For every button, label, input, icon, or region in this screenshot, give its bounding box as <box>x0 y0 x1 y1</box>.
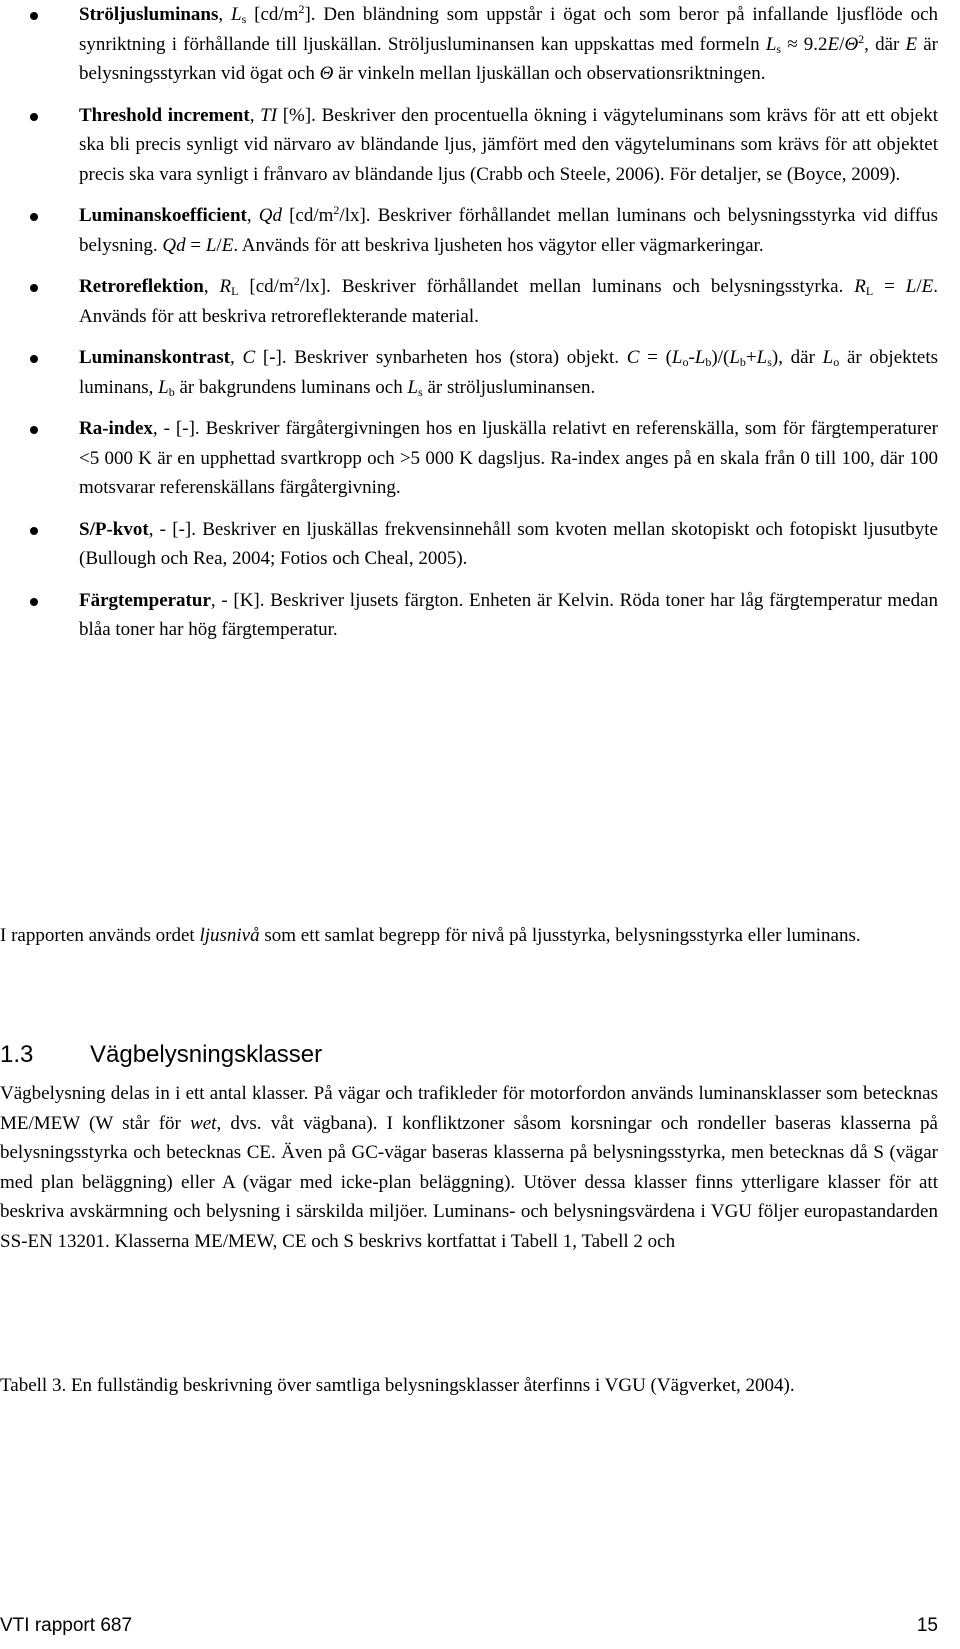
definition-item <box>0 101 960 190</box>
definition-term: Luminanskoefficient <box>79 205 247 226</box>
definition-item <box>0 343 960 402</box>
definition-text: Beskriver den procentuella ökning i vägyteluminans som krävs för att ett objekt ska bli precis synligt vid närvaro av bländande ljus, jämfört med den vägyteluminans som krävs för att objektet precis ska vara synligt i frånvaro av bländande ljus (Crabb och Steele, 2006). För detaljer, se (Boyce, 2009). <box>79 104 939 185</box>
definition-term: S/P-kvot <box>79 518 149 540</box>
definition-item <box>0 586 960 645</box>
definition-term: Luminanskontrast <box>79 347 230 368</box>
bullet-icon <box>30 598 38 606</box>
page-footer <box>0 1614 938 1638</box>
section-title: Vägbelysningsklasser <box>90 1041 323 1068</box>
paragraph-ljusniva: I rapporten används ordet ljusnivå som ett samlat begrepp för nivå på ljusstyrka, belysningsstyrka eller luminans. <box>0 925 861 946</box>
definition-unit: , C [-]. <box>230 347 287 368</box>
definition-unit: , $R_L$ $[cd/m^2/lx]$. <box>203 274 331 298</box>
definition-text: Beskriver synbarheten hos (stora) objekt. $C = (L_o-L_b)/(L_b+L_s)$, där $L_o$ är objektets luminans, $L_b$ är bakgrundens luminans och $L_s$ är ströljusluminansen. <box>79 347 939 399</box>
definition-text: Beskriver färgåtergivningen hos en ljuskälla relativt en referenskälla, som för färgtemperaturer <5 000 K är en upphettad svartkropp och >5 000 K dagsljus. Ra-index anges på en skala från 0 till 100, där 100 motsvarar referenskällans färgåtergivning. <box>79 418 938 498</box>
definition-term: Retroreflektion <box>79 276 204 297</box>
definition-list <box>0 0 960 645</box>
definition-item <box>0 414 960 503</box>
bullet-icon <box>30 113 38 121</box>
definition-text: Beskriver förhållandet mellan luminans och belysningsstyrka vid diffus belysning. Qd = L/E. Används för att beskriva ljusheten hos vägytor eller vägmarkeringar. <box>79 205 938 256</box>
definition-item <box>0 201 960 260</box>
definition-unit: , - [K]. <box>210 589 265 611</box>
page-number: 15 <box>916 1615 938 1636</box>
definition-item <box>0 515 960 574</box>
definition-term: Ra-index <box>79 418 153 439</box>
definition-text: Beskriver ljusets färgton. Enheten är Kelvin. Röda toner har låg färgtemperatur medan blåa toner har hög färgtemperatur. <box>79 589 938 640</box>
definition-unit: , TI [%]. <box>249 104 316 126</box>
definition-term: Threshold increment <box>79 104 250 126</box>
section-number: 1.3 <box>0 1041 34 1068</box>
definition-unit: , Qd $[cd/m^2/lx]$. <box>246 203 371 226</box>
definition-text: Den bländning som uppstår i ögat och som beror på infallande ljusflöde och synriktning i förhållande till ljuskällan. Ströljusluminansen kan uppskattas med formeln $L_s \approx 9.2E/\Theta^2$, där E är belysningsstyrkan vid ögat och Θ är vinkeln mellan ljuskällan och observationsriktningen. <box>79 4 939 84</box>
definition-term: Ströljusluminans <box>79 4 219 25</box>
bullet-icon <box>30 12 38 20</box>
paragraph-klasser: Vägbelysning delas in i ett antal klasser. På vägar och trafikleder för motorfordon används luminansklasser som betecknas ME/MEW (W står för wet, dvs. våt vägbana). I konfliktzoner såsom korsningar och rondeller baseras klasserna på belysningsstyrka och betecknas CE. Även på GC-vägar baseras klasserna på belysningsstyrka, men betecknas då S (vägar med plan beläggning) eller A (vägar med icke-plan beläggning). Utöver dessa klasser finns ytterligare klasser för att beskriva avskärmning och belysning i särskilda miljöer. Luminans- och belysningsvärdena i VGU följer europastandarden SS-EN 13201. Klasserna ME/MEW, CE och S beskrivs kortfattat i Tabell 1, Tabell 2 och <box>0 1083 938 1252</box>
bullet-icon <box>30 426 38 434</box>
definition-text: Beskriver förhållandet mellan luminans och belysningsstyrka. $R_L = L/E$. Används för att beskriva retroreflekterande material. <box>79 276 938 327</box>
definition-unit: , - [-]. <box>148 518 196 540</box>
paragraph-tabell: Tabell 3. En fullständig beskrivning över samtliga belysningsklasser återfinns i VGU (Vägverket, 2004). <box>0 1375 795 1396</box>
definition-unit: , $L_s$ $[cd/m^2]$. <box>218 2 316 26</box>
bullet-icon <box>30 213 38 221</box>
definition-unit: , - [-]. <box>152 418 200 439</box>
definition-item <box>0 272 960 331</box>
section-heading <box>0 1040 322 1070</box>
definition-term: Färgtemperatur <box>79 589 211 611</box>
bullet-icon <box>30 355 38 363</box>
definition-text: Beskriver en ljuskällas frekvensinnehåll som kvoten mellan skotopiskt och fotopiskt ljusutbyte (Bullough och Rea, 2004; Fotios och Cheal, 2005). <box>79 518 938 569</box>
bullet-icon <box>30 527 38 535</box>
report-name: VTI rapport 687 <box>0 1615 133 1636</box>
definition-item <box>0 0 960 89</box>
bullet-icon <box>30 284 38 292</box>
